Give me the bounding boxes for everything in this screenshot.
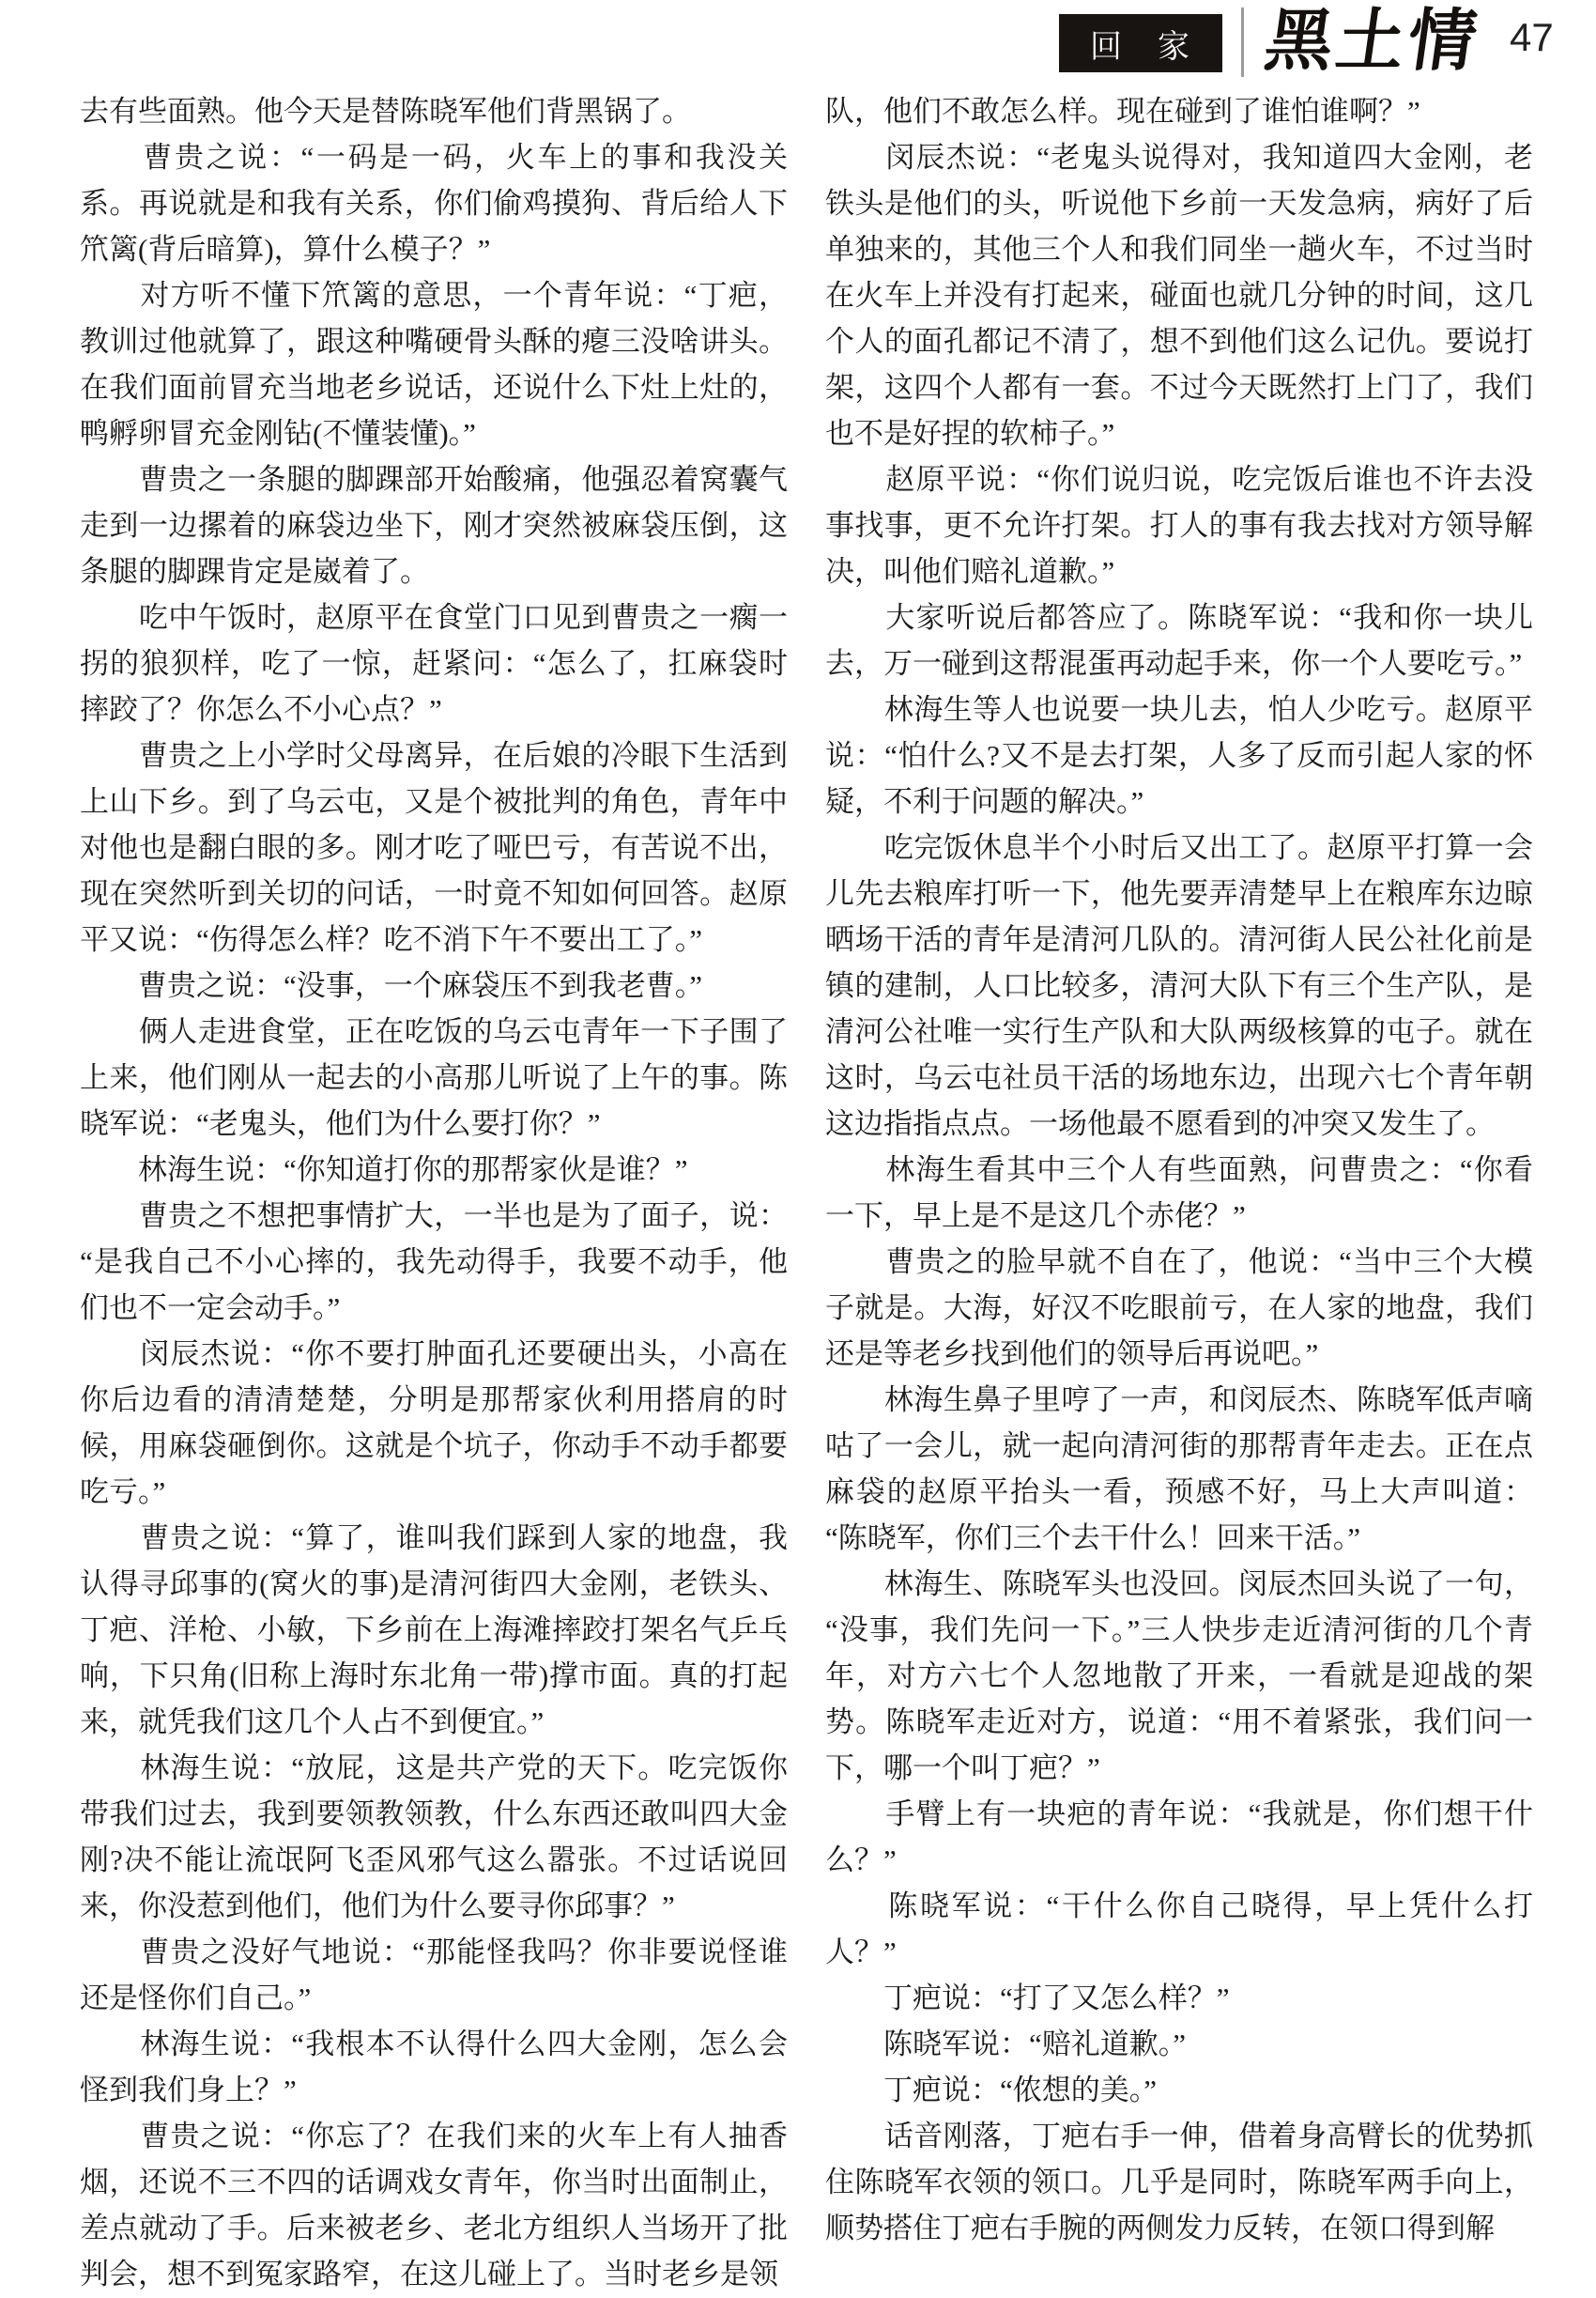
paragraph: 陈晓军说：“赔礼道歉。” (825, 2028, 1187, 2060)
paragraph: 话音刚落，丁疤右手一伸，借着身高臂长的优势抓住陈晓军衣领的领口。几乎是同时，陈晓军两手向上，顺势搭住丁疤右手腕的两侧发力反转，在领口得到解 (825, 2120, 1533, 2244)
text-column-right (825, 88, 1533, 2298)
paragraph: 曹贵之说：“没事，一个麻袋压不到我老曹。” (80, 969, 703, 1002)
magazine-logo: 黑土情 (1260, 4, 1485, 79)
page-header (0, 0, 1596, 85)
paragraph: 林海生说：“放屁，这是共产党的天下。吃完饭你带我们过去，我到要领教领教，什么东西还敢叫四大金刚?决不能让流氓阿飞歪风邪气这么嚣张。不过话说回来，你没惹到他们，他们为什么要寻你邱事？” (80, 1751, 788, 1922)
paragraph: 林海生等人也说要一块儿去，怕人少吃亏。赵原平说：“怕什么?又不是去打架，人多了反而引起人家的怀疑，不利于问题的解决。” (825, 693, 1533, 818)
paragraph: 吃完饭休息半个小时后又出工了。赵原平打算一会儿先去粮库打听一下，他先要弄清楚早上在粮库东边晾晒场干活的青年是清河几队的。清河街人民公社化前是镇的建制，人口比较多，清河大队下有三个生产队，是清河公社唯一实行生产队和大队两级核算的屯子。就在这时，乌云屯社员干活的场地东边，出现六七个青年朝这边指指点点。一场他最不愿看到的冲突又发生了。 (825, 831, 1533, 1140)
paragraph: 赵原平说：“你们说归说，吃完饭后谁也不许去没事找事，更不允许打架。打人的事有我去找对方领导解决，叫他们赔礼道歉。” (825, 463, 1533, 588)
page-number: 47 (1510, 15, 1554, 59)
paragraph: 俩人走进食堂，正在吃饭的乌云屯青年一下子围了上来，他们刚从一起去的小高那儿听说了上午的事。陈晓军说：“老鬼头，他们为什么要打你？” (80, 1015, 788, 1140)
text-columns (80, 88, 1533, 2298)
paragraph: 曹贵之上小学时父母离异，在后娘的冷眼下生活到上山下乡。到了乌云屯，又是个被批判的角色，青年中对他也是翻白眼的多。刚才吃了哑巴亏，有苦说不出，现在突然听到关切的问话，一时竟不知如何回答。赵原平又说：“伤得怎么样？吃不消下午不要出工了。” (80, 739, 788, 956)
paragraph: 曹贵之一条腿的脚踝部开始酸痛，他强忍着窝囊气走到一边摞着的麻袋边坐下，刚才突然被麻袋压倒，这条腿的脚踝肯定是崴着了。 (80, 463, 788, 588)
paragraph: 林海生说：“你知道打你的那帮家伙是谁？” (80, 1153, 688, 1186)
paragraph: 曹贵之说：“你忘了？在我们来的火车上有人抽香烟，还说不三不四的话调戏女青年，你当时出面制止，差点就动了手。后来被老乡、老北方组织人当场开了批判会，想不到冤家路窄，在这儿碰上了。当时老乡是领 (80, 2120, 788, 2290)
paragraph: 曹贵之说：“一码是一码，火车上的事和我没关系。再说就是和我有关系，你们偷鸡摸狗、背后给人下笊篱(背后暗算)，算什么模子？” (80, 141, 788, 266)
paragraph: 陈晓军说：“干什么你自己晓得，早上凭什么打人？” (825, 1889, 1533, 1968)
paragraph: 曹贵之的脸早就不自在了，他说：“当中三个大模子就是。大海，好汉不吃眼前亏，在人家的地盘，我们还是等老乡找到他们的领导后再说吧。” (825, 1245, 1533, 1370)
paragraph: 大家听说后都答应了。陈晓军说：“我和你一块儿去，万一碰到这帮混蛋再动起手来，你一个人要吃亏。” (825, 601, 1533, 680)
header-divider (1241, 8, 1244, 77)
paragraph: 对方听不懂下笊篱的意思，一个青年说：“丁疤，教训过他就算了，跟这种嘴硬骨头酥的瘪三没啥讲头。在我们面前冒充当地老乡说话，还说什么下灶上灶的，鸭孵卵冒充金刚钻(不懂装懂)。” (80, 279, 788, 450)
paragraph: 吃中午饭时，赵原平在食堂门口见到曹贵之一瘸一拐的狼狈样，吃了一惊，赶紧问：“怎么了，扛麻袋时摔跤了？你怎么不小心点？” (80, 601, 788, 726)
paragraph: 队，他们不敢怎么样。现在碰到了谁怕谁啊？” (825, 95, 1420, 128)
section-title-badge: 回 家 (1059, 14, 1222, 72)
paragraph: 闵辰杰说：“你不要打肿面孔还要硬出头，小高在你后边看的清清楚楚，分明是那帮家伙利用搭肩的时候，用麻袋砸倒你。这就是个坑子，你动手不动手都要吃亏。” (80, 1337, 788, 1508)
paragraph: 林海生说：“我根本不认得什么四大金刚，怎么会怪到我们身上？” (80, 2028, 788, 2106)
paragraph: 曹贵之不想把事情扩大，一半也是为了面子，说：“是我自己不小心摔的，我先动得手，我要不动手，他们也不一定会动手。” (80, 1199, 788, 1324)
paragraph: 林海生、陈晓军头也没回。闵辰杰回头说了一句，“没事，我们先问一下。”三人快步走近清河街的几个青年，对方六七个人忽地散了开来，一看就是迎战的架势。陈晓军走近对方，说道：“用不着紧张，我们问一下，哪一个叫丁疤？” (825, 1567, 1533, 1784)
paragraph: 去有些面熟。他今天是替陈晓军他们背黑锅了。 (80, 95, 691, 128)
text-column-left (80, 88, 788, 2298)
paragraph: 丁疤说：“打了又怎么样？” (825, 1982, 1230, 2014)
paragraph: 闵辰杰说：“老鬼头说得对，我知道四大金刚，老铁头是他们的头，听说他下乡前一天发急病，病好了后单独来的，其他三个人和我们同坐一趟火车，不过当时在火车上并没有打起来，碰面也就几分钟的时间，这几个人的面孔都记不清了，想不到他们这么记仇。要说打架，这四个人都有一套。不过今天既然打上门了，我们也不是好捏的软柿子。” (825, 141, 1533, 450)
paragraph: 曹贵之没好气地说：“那能怪我吗？你非要说怪谁还是怪你们自己。” (80, 1936, 788, 2014)
paragraph: 林海生看其中三个人有些面熟，问曹贵之：“你看一下，早上是不是这几个赤佬？” (825, 1153, 1533, 1232)
paragraph: 林海生鼻子里哼了一声，和闵辰杰、陈晓军低声嘀咕了一会儿，就一起向清河街的那帮青年走去。正在点麻袋的赵原平抬头一看，预感不好，马上大声叫道：“陈晓军，你们三个去干什么！回来干活。” (825, 1383, 1533, 1554)
paragraph: 曹贵之说：“算了，谁叫我们踩到人家的地盘，我认得寻邱事的(窝火的事)是清河街四大金刚，老铁头、丁疤、洋枪、小敏，下乡前在上海滩摔跤打架名气乒乓响，下只角(旧称上海时东北角一带)撑市面。真的打起来，就凭我们这几个人占不到便宜。” (80, 1521, 788, 1738)
paragraph: 丁疤说：“侬想的美。” (825, 2074, 1158, 2106)
paragraph: 手臂上有一块疤的青年说：“我就是，你们想干什么？” (825, 1797, 1533, 1876)
